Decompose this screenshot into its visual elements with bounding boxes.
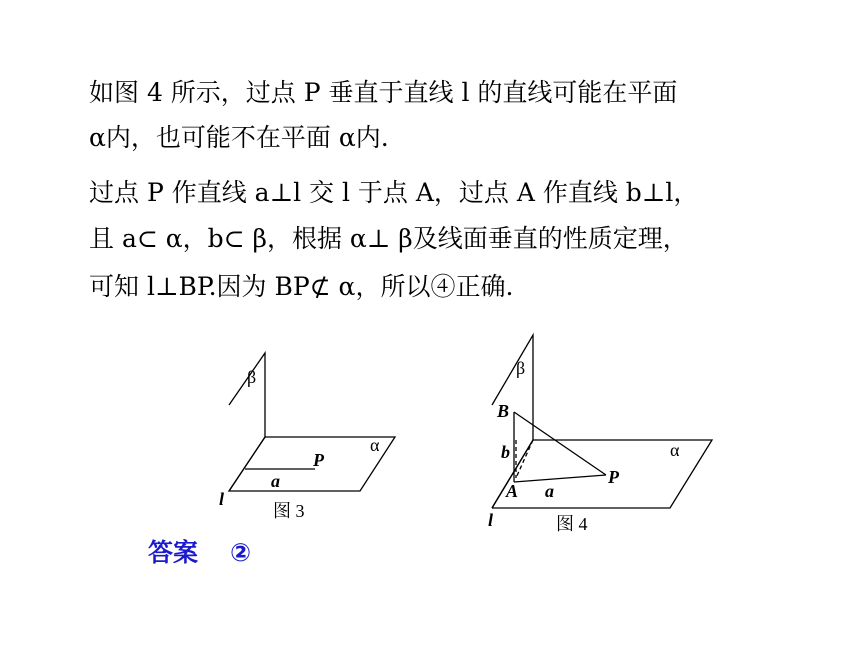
label-l: l (488, 510, 494, 530)
label-beta: β (516, 358, 526, 378)
figure-3 (215, 345, 405, 530)
text-line-2: α内，也可能不在平面 α内. (89, 123, 389, 152)
text-line-4: 且 a⊂ α，b⊂ β，根据 α⊥ β及线面垂直的性质定理， (89, 224, 688, 253)
answer-value: ② (230, 538, 252, 567)
label-alpha: α (370, 435, 380, 455)
label-a: a (545, 481, 554, 501)
answer-label: 答案 (148, 538, 199, 567)
text-line-3: 过点 P 作直线 a⊥l 交 l 于点 A，过点 A 作直线 b⊥l， (89, 178, 699, 207)
text-line-1: 如图 4 所示，过点 P 垂直于直线 l 的直线可能在平面 (89, 78, 678, 107)
label-a: a (271, 471, 280, 491)
answer-line (148, 538, 251, 568)
label-alpha: α (670, 440, 680, 460)
figure-4-caption: 图 4 (556, 514, 588, 534)
label-A: A (506, 481, 519, 501)
figure-3-caption: 图 3 (273, 501, 305, 521)
segment-AP (514, 475, 606, 482)
segment-BP (514, 412, 606, 475)
figure-4 (480, 330, 720, 540)
label-beta: β (247, 367, 257, 387)
label-B: B (497, 401, 510, 421)
label-l: l (219, 489, 225, 509)
hidden-line-2 (516, 440, 533, 478)
label-b: b (501, 442, 510, 462)
label-P: P (313, 450, 324, 470)
text-line-5: 可知 l⊥BP.因为 BP⊄ α，所以④正确. (89, 272, 514, 301)
label-P: P (608, 467, 619, 487)
